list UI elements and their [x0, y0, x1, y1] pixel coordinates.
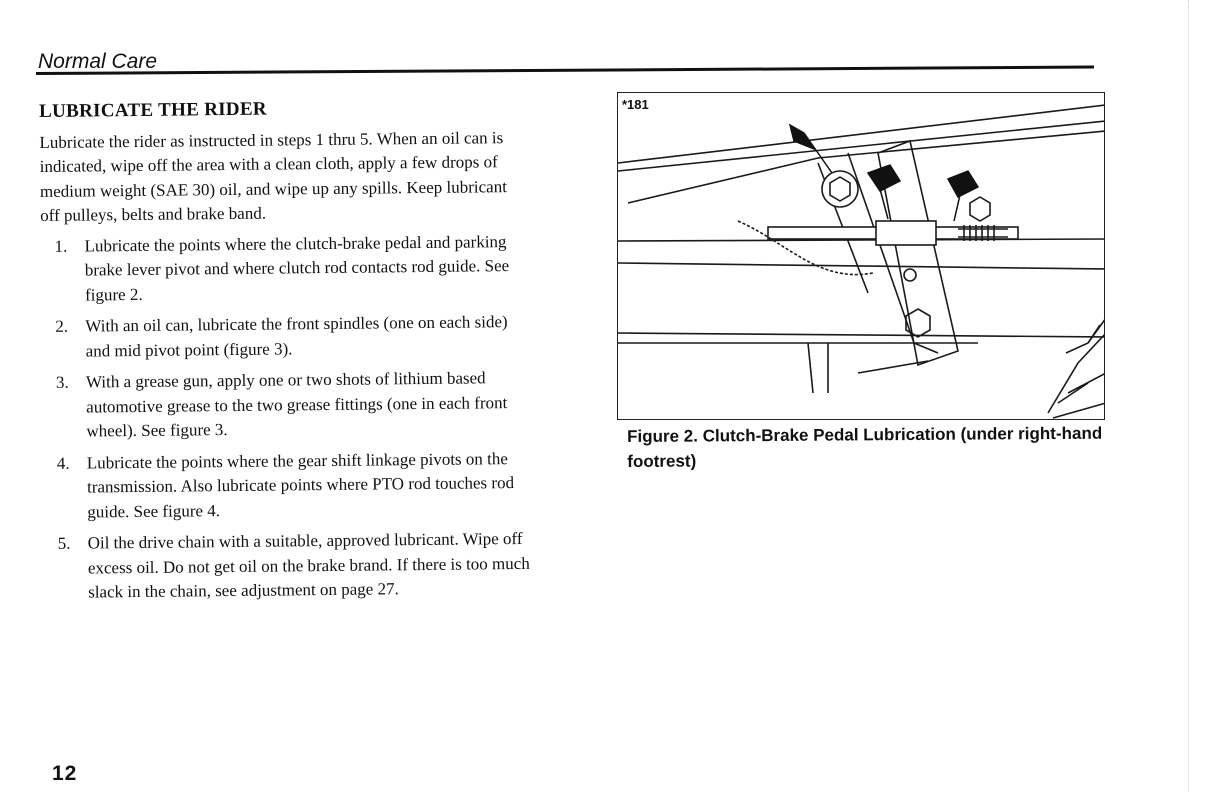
bolt-head — [970, 197, 990, 221]
step-item — [41, 310, 531, 364]
clutch-brake-drawing — [618, 93, 1105, 420]
figure-2-illustration — [617, 92, 1105, 420]
frame-detail — [808, 343, 928, 393]
step-text: Oil the drive chain with a suitable, approved lubricant. Wipe off excess oil. Do not get oil on the brake brand. If there is too much slack in the chain, see adjustment on page 27. — [87, 528, 530, 602]
step-text: Lubricate the points where the clutch-brake pedal and parking brake lever pivot and where clutch rod contacts rod guide. See figure 2. — [84, 231, 510, 305]
step-number: 4. — [56, 453, 70, 473]
step-text: With a grease gun, apply one or two shots of lithium based automotive grease to the two grease fittings (one in each front wheel). See figure 3. — [85, 368, 508, 441]
lubrication-arrow — [790, 125, 814, 149]
frame-rail-line — [618, 333, 1105, 337]
frame-rail-line — [628, 131, 1105, 203]
frame-rail-line — [618, 263, 1105, 269]
step-text: Lubricate the points where the gear shift linkage pivots on the transmission. Also lubricate points where PTO rod touches rod guide. See figure 4. — [86, 448, 515, 522]
figure-label: *181 — [622, 97, 649, 112]
instructions-column — [39, 95, 534, 613]
step-item — [40, 229, 531, 308]
page-number: 12 — [52, 762, 78, 785]
step-text: With an oil can, lubricate the front spindles (one on each side) and mid pivot point (figure 3). — [85, 312, 508, 361]
rod-guide — [876, 221, 936, 245]
figure-caption: Figure 2. Clutch-Brake Pedal Lubrication (under right-hand footrest) — [627, 423, 1103, 471]
bolt-hole — [904, 269, 916, 281]
lubrication-arrow — [948, 171, 978, 197]
step-item — [43, 446, 534, 525]
step-item — [44, 527, 535, 606]
section-header: Normal Care — [38, 50, 158, 73]
frame-rail-line — [618, 121, 1105, 171]
step-number: 5. — [57, 533, 71, 553]
lubrication-arrow-stem — [954, 195, 960, 221]
step-item — [42, 366, 533, 445]
wheel-tread — [1066, 318, 1105, 353]
lubrication-arrow — [868, 165, 900, 191]
step-number: 3. — [55, 372, 69, 392]
step-number: 2. — [55, 316, 69, 336]
steps-list — [40, 229, 534, 605]
lubrication-arrow-stem — [880, 189, 888, 219]
intro-paragraph: Lubricate the rider as instructed in steps 1 thru 5. When an oil can is indicated, wipe off the area with a clean cloth, apply a few drops of medium weight (SAE 30) oil, and wipe up any spills. Keep lubricant off pulleys, belts and brake band. — [39, 127, 507, 225]
wheel-tread — [1048, 333, 1105, 418]
section-heading: LUBRICATE THE RIDER — [39, 98, 267, 122]
page-edge — [1188, 0, 1190, 792]
step-number: 1. — [54, 236, 68, 256]
header-rule — [36, 66, 1094, 75]
